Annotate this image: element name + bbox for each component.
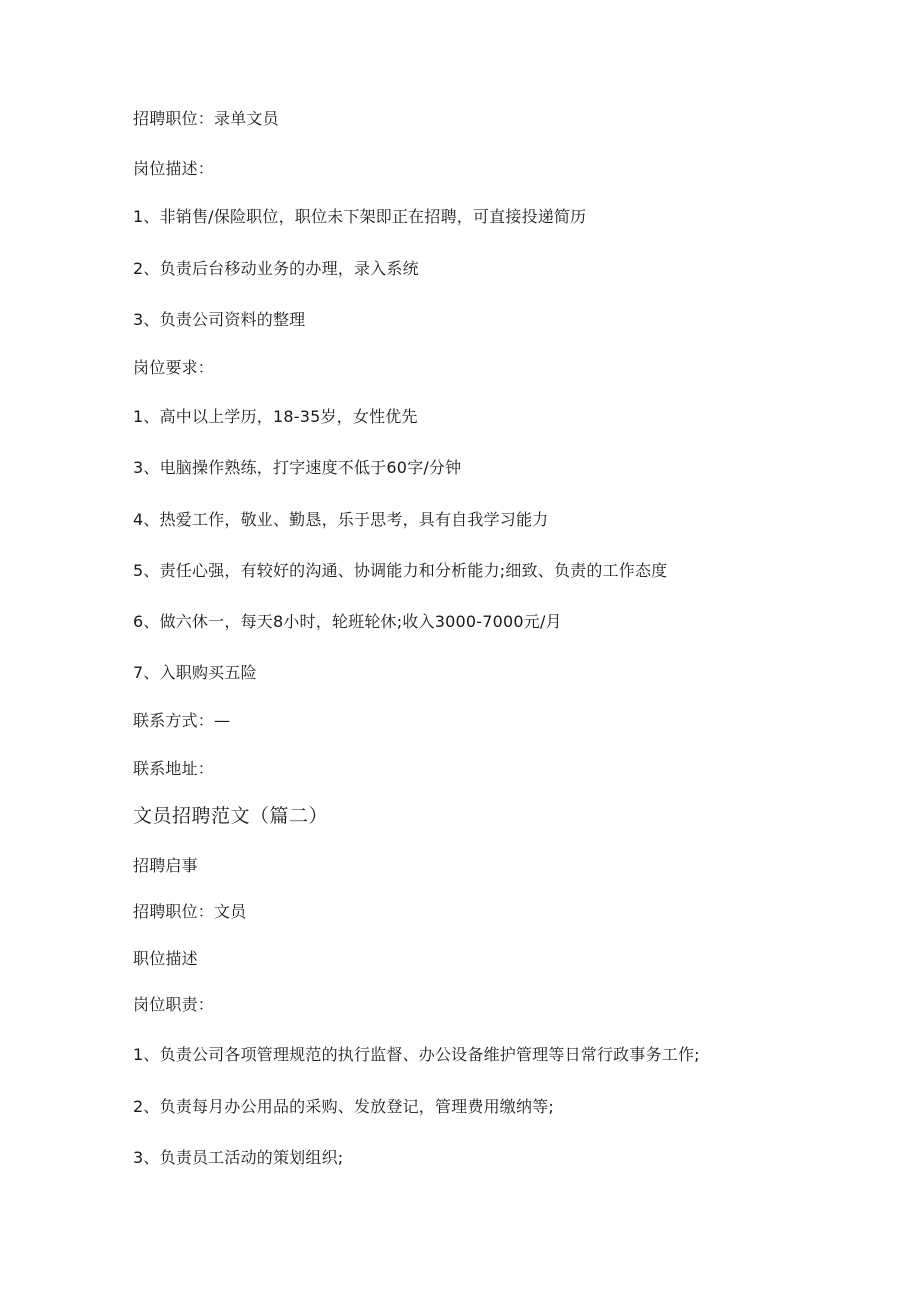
contact-address: 联系地址： — [133, 759, 215, 778]
list-item: 3、电脑操作熟练，打字速度不低于60字/分钟 — [133, 458, 462, 477]
section-heading: 文员招聘范文（篇二） — [133, 805, 329, 827]
list-item: 1、高中以上学历，18-35岁，女性优先 — [133, 407, 418, 426]
list-item: 5、责任心强，有较好的沟通、协调能力和分析能力;细致、负责的工作态度 — [133, 561, 668, 580]
job-duties-label: 岗位职责： — [133, 995, 215, 1014]
position-line: 招聘职位：文员 — [133, 902, 247, 921]
list-item: 4、热爱工作，敬业、勤恳，乐于思考，具有自我学习能力 — [133, 510, 549, 529]
list-item: 6、做六休一，每天8小时，轮班轮休;收入3000-7000元/月 — [133, 612, 562, 631]
list-item: 3、负责公司资料的整理 — [133, 310, 306, 329]
notice-title: 招聘启事 — [133, 856, 198, 875]
list-item: 2、负责每月办公用品的采购、发放登记，管理费用缴纳等; — [133, 1097, 554, 1116]
job-requirements-label: 岗位要求： — [133, 358, 215, 377]
list-item: 1、负责公司各项管理规范的执行监督、办公设备维护管理等日常行政事务工作; — [133, 1045, 700, 1064]
job-description-label: 岗位描述： — [133, 159, 215, 178]
list-item: 7、入职购买五险 — [133, 663, 257, 682]
list-item: 3、负责员工活动的策划组织; — [133, 1148, 344, 1167]
job-description-label: 职位描述 — [133, 949, 198, 968]
contact-method: 联系方式：— — [133, 711, 231, 730]
list-item: 2、负责后台移动业务的办理，录入系统 — [133, 259, 419, 278]
list-item: 1、非销售/保险职位，职位未下架即正在招聘，可直接投递简历 — [133, 207, 587, 226]
position-line: 招聘职位：录单文员 — [133, 109, 279, 128]
